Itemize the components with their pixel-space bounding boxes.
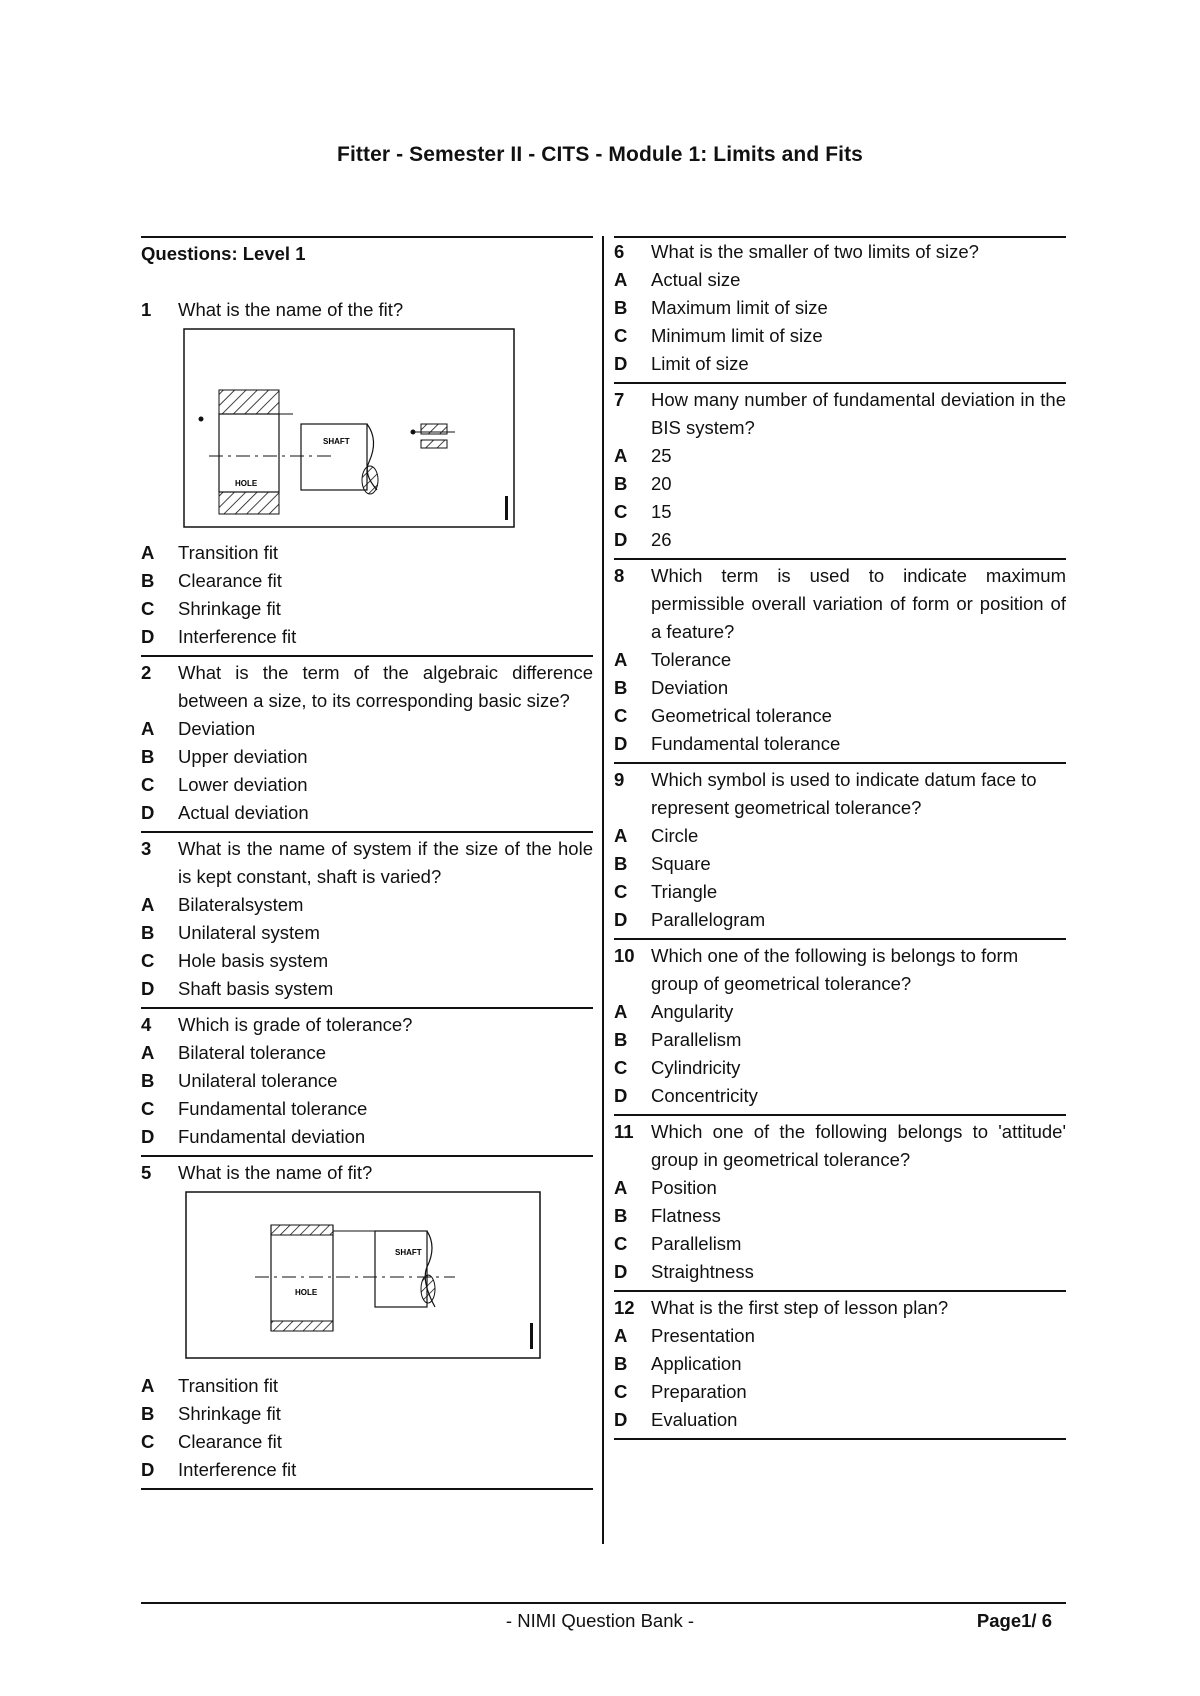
question-text: How many number of fundamental deviation in the BIS system? xyxy=(651,389,1066,438)
question-1 xyxy=(141,296,593,655)
option-letter: D xyxy=(141,802,155,823)
option-text: Parallelism xyxy=(651,1233,742,1254)
option-a[interactable] xyxy=(614,822,1066,850)
option-letter: B xyxy=(614,677,628,698)
option-letter: B xyxy=(614,297,628,318)
option-text: Deviation xyxy=(178,718,256,739)
question-number: 3 xyxy=(141,838,152,859)
question-4 xyxy=(141,1007,593,1155)
option-text: Flatness xyxy=(651,1205,721,1226)
question-3 xyxy=(141,831,593,1007)
option-letter: D xyxy=(141,1459,155,1480)
option-d[interactable] xyxy=(141,975,593,1003)
option-c[interactable] xyxy=(614,702,1066,730)
question-number: 10 xyxy=(614,945,635,966)
option-text: Bilateral tolerance xyxy=(178,1042,327,1063)
option-letter: A xyxy=(141,542,155,563)
option-letter: C xyxy=(614,705,628,726)
option-text: Fundamental tolerance xyxy=(178,1098,368,1119)
option-text: Square xyxy=(651,853,711,874)
question-number: 2 xyxy=(141,662,152,683)
option-a[interactable] xyxy=(141,715,593,743)
option-letter: B xyxy=(141,570,155,591)
option-b[interactable] xyxy=(614,1350,1066,1378)
question-text: Which is grade of tolerance? xyxy=(178,1014,413,1035)
question-9 xyxy=(614,762,1066,938)
option-text: Deviation xyxy=(651,677,729,698)
option-text: Geometrical tolerance xyxy=(651,705,832,726)
option-c[interactable] xyxy=(614,1054,1066,1082)
option-text: Shrinkage fit xyxy=(178,1403,281,1424)
option-c[interactable] xyxy=(614,498,1066,526)
option-text: Concentricity xyxy=(651,1085,758,1106)
option-text: Straightness xyxy=(651,1261,754,1282)
option-letter: D xyxy=(614,733,628,754)
option-letter: A xyxy=(614,825,628,846)
option-letter: B xyxy=(614,1353,628,1374)
option-text: Evaluation xyxy=(651,1409,738,1430)
option-text: Shrinkage fit xyxy=(178,598,281,619)
option-text: Unilateral tolerance xyxy=(178,1070,338,1091)
option-letter: B xyxy=(141,746,155,767)
option-text: Shaft basis system xyxy=(178,978,334,999)
question-text: What is the name of system if the size of the hole is kept constant, shaft is varied? xyxy=(178,838,593,887)
option-letter: A xyxy=(141,1042,155,1063)
option-letter: C xyxy=(614,881,628,902)
question-text: Which one of the following is belongs to form group of geometrical tolerance? xyxy=(651,945,1019,994)
option-a[interactable] xyxy=(141,539,593,567)
option-b[interactable] xyxy=(614,850,1066,878)
option-text: Unilateral system xyxy=(178,922,320,943)
option-letter: C xyxy=(141,598,155,619)
question-text: Which one of the following belongs to 'attitude' group in geometrical tolerance? xyxy=(651,1121,1066,1170)
question-7 xyxy=(614,382,1066,558)
option-c[interactable] xyxy=(141,947,593,975)
question-number: 5 xyxy=(141,1162,152,1183)
option-letter: A xyxy=(141,894,155,915)
option-d[interactable] xyxy=(141,1456,593,1484)
option-letter: D xyxy=(614,1409,628,1430)
option-text: Maximum limit of size xyxy=(651,297,828,318)
option-text: Transition fit xyxy=(178,1375,279,1396)
question-text: What is the first step of lesson plan? xyxy=(651,1297,949,1318)
option-letter: A xyxy=(141,1375,155,1396)
option-letter: A xyxy=(614,1001,628,1022)
fit-diagram-5 xyxy=(185,1191,593,1366)
option-b[interactable] xyxy=(141,743,593,771)
option-d[interactable] xyxy=(141,623,593,651)
option-b[interactable] xyxy=(614,674,1066,702)
question-text: What is the name of the fit? xyxy=(178,299,404,320)
option-text: Transition fit xyxy=(178,542,279,563)
page-title: Fitter - Semester II - CITS - Module 1: Limits and Fits xyxy=(337,143,863,166)
option-text: Triangle xyxy=(651,881,718,902)
question-number: 7 xyxy=(614,389,625,410)
page-number: Page1/ 6 xyxy=(976,1610,1052,1631)
question-number: 11 xyxy=(614,1121,634,1142)
option-text: Circle xyxy=(651,825,699,846)
option-d[interactable] xyxy=(141,799,593,827)
fit-diagram-1 xyxy=(183,328,593,533)
footer-rule xyxy=(141,1602,1066,1604)
option-text: Actual size xyxy=(651,269,741,290)
option-letter: C xyxy=(614,1233,628,1254)
option-letter: B xyxy=(614,853,628,874)
question-number: 12 xyxy=(614,1297,635,1318)
option-letter: D xyxy=(141,1126,155,1147)
question-text: Which term is used to indicate maximum permissible overall variation of form or position of a feature? xyxy=(651,565,1066,642)
option-d[interactable] xyxy=(614,730,1066,758)
option-letter: D xyxy=(614,909,628,930)
option-text: Fundamental tolerance xyxy=(651,733,841,754)
option-b[interactable] xyxy=(141,919,593,947)
option-text: 26 xyxy=(651,529,672,550)
column-divider xyxy=(602,236,604,1544)
option-a[interactable] xyxy=(141,1372,593,1400)
option-a[interactable] xyxy=(141,1039,593,1067)
option-letter: A xyxy=(614,445,628,466)
option-text: Interference fit xyxy=(178,1459,297,1480)
option-a[interactable] xyxy=(614,998,1066,1026)
option-c[interactable] xyxy=(141,1428,593,1456)
option-letter: C xyxy=(614,1057,628,1078)
option-text: Presentation xyxy=(651,1325,755,1346)
option-a[interactable] xyxy=(614,1174,1066,1202)
question-text: What is the term of the algebraic difference between a size, to its corresponding basic size? xyxy=(178,662,593,711)
option-a[interactable] xyxy=(614,266,1066,294)
option-c[interactable] xyxy=(141,595,593,623)
option-text: Bilateralsystem xyxy=(178,894,304,915)
option-letter: B xyxy=(141,1403,155,1424)
option-c[interactable] xyxy=(614,1230,1066,1258)
option-letter: D xyxy=(141,978,155,999)
question-number: 1 xyxy=(141,299,152,320)
option-c[interactable] xyxy=(614,878,1066,906)
option-letter: C xyxy=(614,1381,628,1402)
option-text: Application xyxy=(651,1353,742,1374)
option-text: Tolerance xyxy=(651,649,732,670)
left-column xyxy=(141,236,593,1490)
option-letter: A xyxy=(614,1177,628,1198)
option-letter: D xyxy=(614,353,628,374)
option-text: Lower deviation xyxy=(178,774,308,795)
question-text: Which symbol is used to indicate datum face to represent geometrical tolerance? xyxy=(651,769,1037,818)
option-text: Clearance fit xyxy=(178,570,282,591)
option-c[interactable] xyxy=(614,322,1066,350)
option-text: Parallelism xyxy=(651,1029,742,1050)
option-letter: A xyxy=(614,1325,628,1346)
option-letter: D xyxy=(614,529,628,550)
hole-label: HOLE xyxy=(235,479,258,488)
option-letter: A xyxy=(614,269,628,290)
question-text: What is the name of fit? xyxy=(178,1162,373,1183)
question-number: 9 xyxy=(614,769,625,790)
option-text: Angularity xyxy=(651,1001,734,1022)
option-b[interactable] xyxy=(141,567,593,595)
question-10 xyxy=(614,938,1066,1114)
option-text: Limit of size xyxy=(651,353,749,374)
option-a[interactable] xyxy=(614,646,1066,674)
option-b[interactable] xyxy=(614,294,1066,322)
hole-label: HOLE xyxy=(295,1288,318,1297)
option-letter: B xyxy=(614,1205,628,1226)
question-6 xyxy=(614,238,1066,382)
shaft-label: SHAFT xyxy=(395,1248,422,1257)
option-text: Cylindricity xyxy=(651,1057,741,1078)
option-letter: D xyxy=(614,1261,628,1282)
level-heading: Questions: Level 1 xyxy=(141,243,306,264)
option-text: 15 xyxy=(651,501,672,522)
option-b[interactable] xyxy=(141,1400,593,1428)
option-d[interactable] xyxy=(614,1406,1066,1434)
question-2 xyxy=(141,655,593,831)
option-d[interactable] xyxy=(141,1123,593,1151)
option-b[interactable] xyxy=(141,1067,593,1095)
option-text: Clearance fit xyxy=(178,1431,282,1452)
option-text: 25 xyxy=(651,445,672,466)
option-letter: C xyxy=(614,501,628,522)
question-8 xyxy=(614,558,1066,762)
option-letter: A xyxy=(614,649,628,670)
option-a[interactable] xyxy=(614,1322,1066,1350)
option-b[interactable] xyxy=(614,1026,1066,1054)
option-c[interactable] xyxy=(141,771,593,799)
option-letter: D xyxy=(141,626,155,647)
option-text: 20 xyxy=(651,473,672,494)
question-12 xyxy=(614,1290,1066,1440)
option-letter: C xyxy=(614,325,628,346)
option-letter: C xyxy=(141,774,155,795)
option-d[interactable] xyxy=(614,1258,1066,1286)
option-d[interactable] xyxy=(614,906,1066,934)
option-text: Fundamental deviation xyxy=(178,1126,366,1147)
option-a[interactable] xyxy=(141,891,593,919)
option-letter: B xyxy=(141,1070,155,1091)
option-c[interactable] xyxy=(614,1378,1066,1406)
question-11 xyxy=(614,1114,1066,1290)
fit-drawing xyxy=(183,328,515,528)
option-letter: C xyxy=(141,950,155,971)
option-text: Interference fit xyxy=(178,626,297,647)
option-letter: B xyxy=(614,1029,628,1050)
option-letter: D xyxy=(614,1085,628,1106)
option-d[interactable] xyxy=(614,526,1066,554)
option-a[interactable] xyxy=(614,442,1066,470)
option-c[interactable] xyxy=(141,1095,593,1123)
option-d[interactable] xyxy=(614,350,1066,378)
option-d[interactable] xyxy=(614,1082,1066,1110)
option-b[interactable] xyxy=(614,470,1066,498)
option-letter: A xyxy=(141,718,155,739)
option-text: Parallelogram xyxy=(651,909,766,930)
question-text: What is the smaller of two limits of size? xyxy=(651,241,979,262)
question-number: 8 xyxy=(614,565,625,586)
option-letter: B xyxy=(141,922,155,943)
fit-drawing xyxy=(185,1191,541,1361)
option-b[interactable] xyxy=(614,1202,1066,1230)
option-letter: C xyxy=(141,1431,155,1452)
question-number: 4 xyxy=(141,1014,152,1035)
option-text: Hole basis system xyxy=(178,950,329,971)
option-text: Actual deviation xyxy=(178,802,309,823)
shaft-label: SHAFT xyxy=(323,437,350,446)
question-5 xyxy=(141,1155,593,1490)
option-letter: B xyxy=(614,473,628,494)
right-column xyxy=(614,236,1066,1440)
question-number: 6 xyxy=(614,241,625,262)
option-text: Position xyxy=(651,1177,717,1198)
option-text: Preparation xyxy=(651,1381,747,1402)
option-text: Minimum limit of size xyxy=(651,325,823,346)
option-letter: C xyxy=(141,1098,155,1119)
option-text: Upper deviation xyxy=(178,746,308,767)
footer-label: - NIMI Question Bank - xyxy=(505,1610,695,1631)
